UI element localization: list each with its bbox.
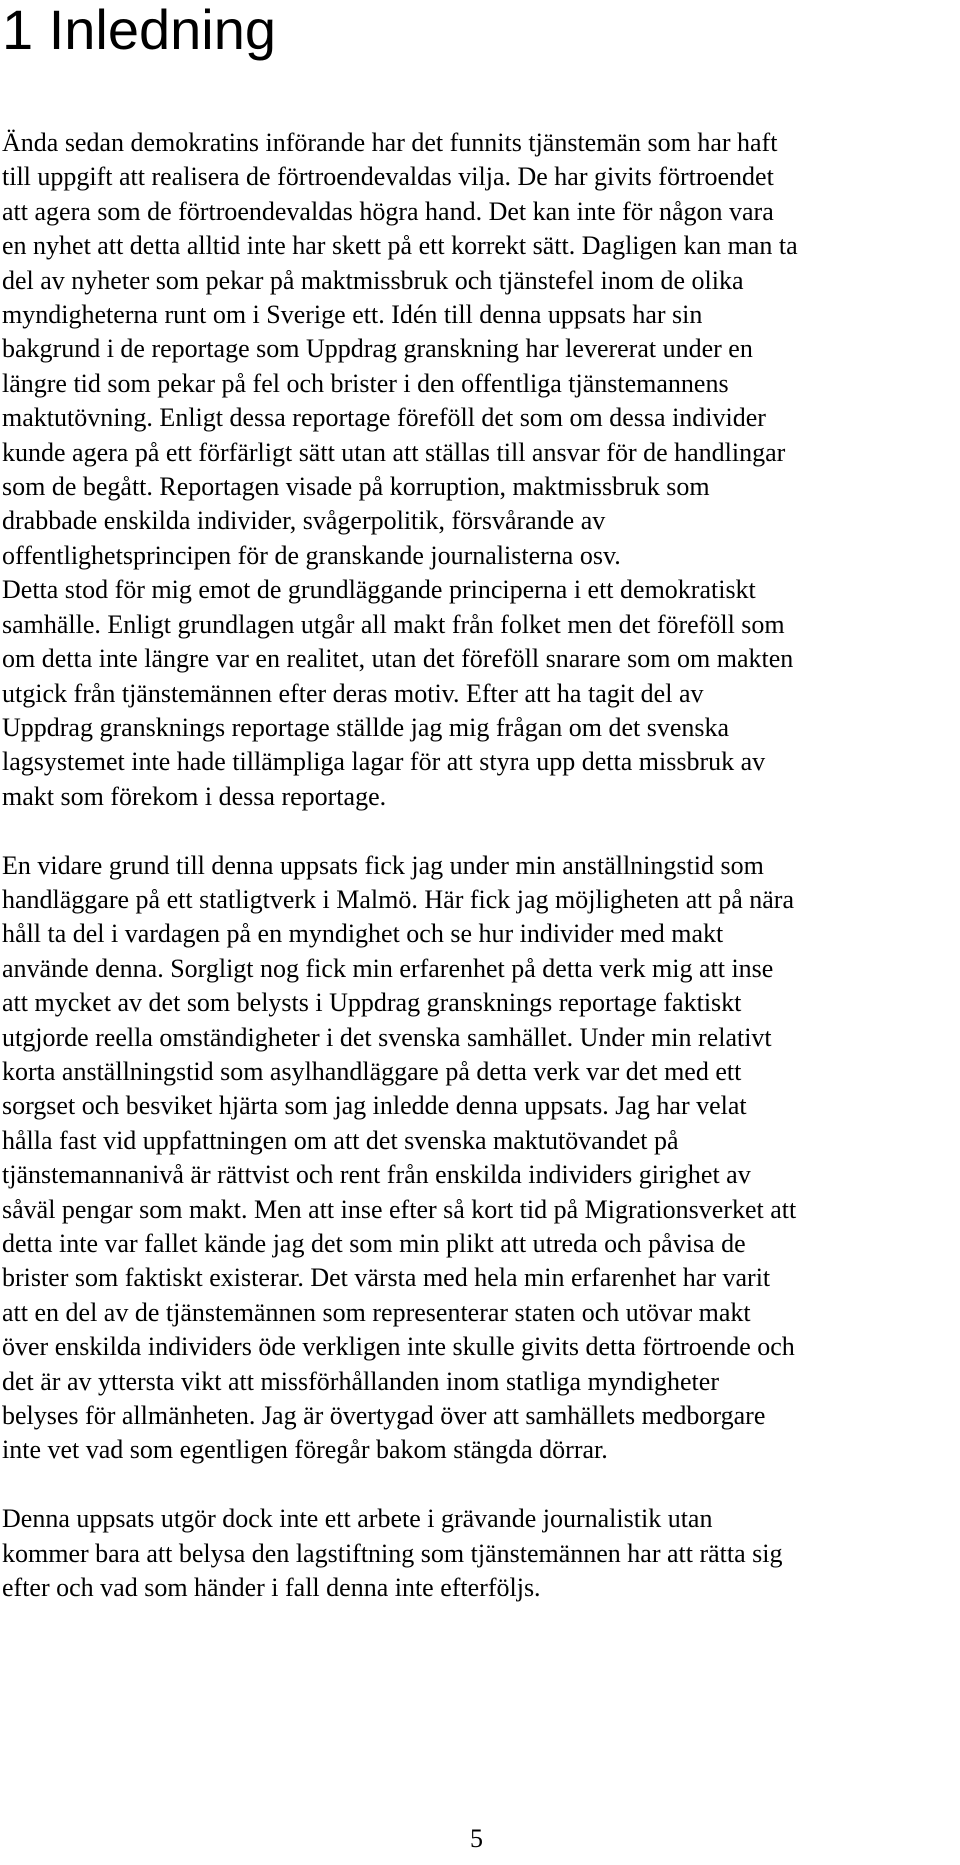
text-line: tjänstemannanivå är rättvist och rent från enskilda individers girighet av bbox=[2, 1160, 751, 1190]
text-line: bakgrund i de reportage som Uppdrag granskning har levererat under en bbox=[2, 334, 753, 364]
text-line: drabbade enskilda individer, svågerpolitik, försvårande av bbox=[2, 506, 606, 536]
text-line: att en del av de tjänstemännen som representerar staten och utövar makt bbox=[2, 1297, 751, 1327]
page-number: 5 bbox=[470, 1824, 483, 1853]
text-line: utgick från tjänstemännen efter deras motiv. Efter att ha tagit del av bbox=[2, 678, 704, 708]
text-line: Uppdrag gransknings reportage ställde jag mig frågan om det svenska bbox=[2, 712, 730, 742]
text-line: hålla fast vid uppfattningen om att det svenska maktutövandet på bbox=[2, 1125, 679, 1155]
text-line: offentlighetsprincipen för de granskande journalisterna osv. bbox=[2, 540, 621, 570]
text-line: använde denna. Sorgligt nog fick min erfarenhet på detta verk mig att inse bbox=[2, 953, 774, 983]
text-line: maktutövning. Enligt dessa reportage föreföll det som om dessa individer bbox=[2, 403, 766, 433]
text-line: sorgset och besviket hjärta som jag inledde denna uppsats. Jag har velat bbox=[2, 1091, 747, 1121]
body-text bbox=[2, 126, 954, 1605]
text-line: inte vet vad som egentligen föregår bakom stängda dörrar. bbox=[2, 1435, 608, 1465]
text-line: makt som förekom i dessa reportage. bbox=[2, 781, 387, 811]
text-line: efter och vad som händer i fall denna inte efterföljs. bbox=[2, 1573, 541, 1603]
text-line: belyses för allmänheten. Jag är övertygad över att samhällets medborgare bbox=[2, 1401, 766, 1431]
text-line: såväl pengar som makt. Men att inse efter så kort tid på Migrationsverket att bbox=[2, 1194, 797, 1224]
text-line: över enskilda individers öde verkligen inte skulle givits detta förtroende och bbox=[2, 1332, 795, 1362]
text-line: längre tid som pekar på fel och brister i den offentliga tjänstemannens bbox=[2, 368, 729, 398]
paragraph-1 bbox=[2, 126, 954, 814]
text-line: en nyhet att detta alltid inte har skett på ett korrekt sätt. Dagligen kan man ta bbox=[2, 231, 798, 261]
text-line: Ända sedan demokratins införande har det funnits tjänstemän som har haft bbox=[2, 128, 778, 157]
text-line: korta anställningstid som asylhandläggare på detta verk var det med ett bbox=[2, 1056, 742, 1086]
chapter-heading: 1 Inledning bbox=[2, 0, 277, 61]
text-line: att mycket av det som belysts i Uppdrag gransknings reportage faktiskt bbox=[2, 988, 742, 1018]
text-line: detta inte var fallet kände jag det som min plikt att utreda och påvisa de bbox=[2, 1228, 746, 1258]
text-line: samhälle. Enligt grundlagen utgår all makt från folket men det föreföll som bbox=[2, 609, 785, 639]
paragraph-3 bbox=[2, 1502, 954, 1605]
text-line: det är av yttersta vikt att missförhållanden inom statliga myndigheter bbox=[2, 1366, 719, 1396]
text-line: myndigheterna runt om i Sverige ett. Idén till denna uppsats har sin bbox=[2, 300, 703, 330]
text-line: kunde agera på ett förfärligt sätt utan att ställas till ansvar för de handlingar bbox=[2, 437, 786, 467]
text-line: del av nyheter som pekar på maktmissbruk och tjänstefel inom de olika bbox=[2, 265, 744, 295]
text-line: brister som faktiskt existerar. Det värsta med hela min erfarenhet har varit bbox=[2, 1263, 771, 1293]
text-line: till uppgift att realisera de förtroendevaldas vilja. De har givits förtroendet bbox=[2, 162, 774, 192]
text-line: som de begått. Reportagen visade på korruption, maktmissbruk som bbox=[2, 472, 710, 502]
text-line: håll ta del i vardagen på en myndighet och se hur individer med makt bbox=[2, 919, 724, 949]
text-line: Detta stod för mig emot de grundläggande principerna i ett demokratiskt bbox=[2, 575, 756, 605]
text-line: om detta inte längre var en realitet, utan det föreföll snarare som om makten bbox=[2, 644, 794, 674]
text-line: att agera som de förtroendevaldas högra hand. Det kan inte för någon vara bbox=[2, 196, 774, 226]
text-line: Denna uppsats utgör dock inte ett arbete i grävande journalistik utan bbox=[2, 1504, 713, 1534]
text-line: kommer bara att belysa den lagstiftning som tjänstemännen har att rätta sig bbox=[2, 1538, 783, 1568]
text-line: utgjorde reella omständigheter i det svenska samhället. Under min relativt bbox=[2, 1022, 772, 1052]
paragraph-2 bbox=[2, 849, 954, 1468]
text-line: handläggare på ett statligtverk i Malmö. Här fick jag möjligheten att på nära bbox=[2, 884, 794, 914]
text-line: lagsystemet inte hade tillämpliga lagar för att styra upp detta missbruk av bbox=[2, 747, 766, 777]
text-line: En vidare grund till denna uppsats fick jag under min anställningstid som bbox=[2, 850, 764, 880]
